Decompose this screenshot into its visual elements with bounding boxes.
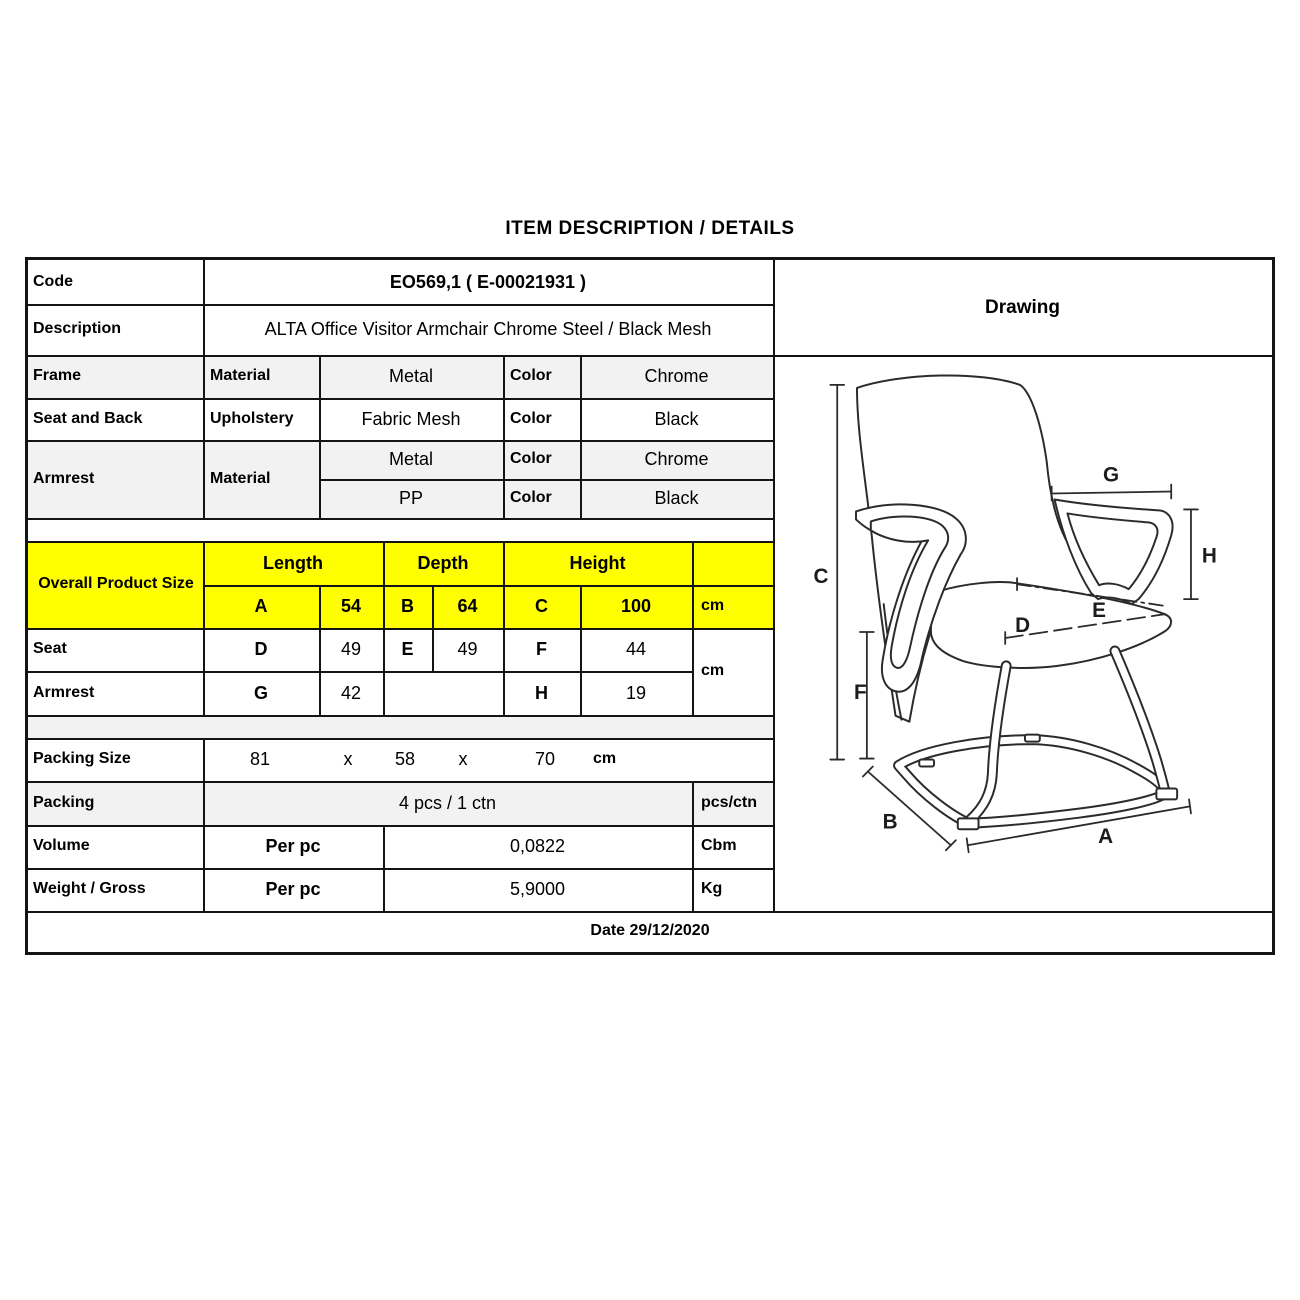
size-a-key: A	[254, 596, 268, 617]
armrest-g-value: 42	[340, 682, 362, 703]
seat-f-value: 44	[625, 639, 647, 660]
date-value: Date 29/12/2020	[590, 922, 710, 940]
code-value: EO569,1 ( E-00021931 )	[389, 271, 587, 292]
size-b-key: B	[401, 596, 414, 617]
dim-label-h: H	[1201, 544, 1217, 568]
size-length-header: Length	[263, 552, 323, 573]
dim-label-b: B	[882, 810, 898, 834]
armrest-color-label-2: Color	[510, 489, 552, 507]
armrest-size-label: Armrest	[33, 683, 95, 701]
packing-size-sep: x	[458, 749, 468, 770]
frame-label: Frame	[33, 367, 82, 385]
volume-label: Volume	[33, 837, 90, 855]
chair-drawing	[773, 357, 1272, 911]
seat-d-key: D	[254, 639, 268, 660]
packing-unit: pcs/ctn	[701, 793, 758, 811]
armrest-h-value: 19	[625, 682, 647, 703]
packing-value: 4 pcs / 1 ctn	[398, 792, 497, 813]
seat-e-key: E	[401, 639, 414, 660]
grid-line	[692, 541, 694, 715]
volume-basis: Per pc	[265, 836, 321, 857]
armrest-material-2: PP	[398, 488, 423, 509]
dim-label-d: D	[1015, 613, 1031, 638]
packing-size-width: 81	[249, 749, 271, 770]
spec-table	[25, 257, 1275, 955]
weight-value: 5,9000	[509, 879, 566, 900]
chair-base	[898, 740, 1166, 824]
seatback-color: Black	[654, 408, 699, 429]
dim-label-e: E	[1092, 598, 1107, 623]
size-c-value: 100	[620, 596, 652, 617]
seat-size-label: Seat	[33, 640, 67, 658]
size-height-header: Height	[569, 552, 626, 573]
size-b-value: 64	[457, 596, 478, 617]
seat-e-value: 49	[457, 639, 478, 660]
description-value: ALTA Office Visitor Armchair Chrome Steel / Black Mesh	[264, 319, 712, 340]
armrest-color-2: Black	[654, 488, 699, 509]
armrest-color-label-1: Color	[510, 450, 552, 468]
frame-material: Metal	[388, 366, 433, 387]
seat-f-key: F	[536, 639, 547, 660]
packing-size-sep: x	[343, 749, 353, 770]
armrest-label: Armrest	[33, 469, 95, 487]
size-a-value: 54	[340, 596, 362, 617]
volume-unit: Cbm	[701, 837, 737, 855]
grid-line	[692, 781, 694, 911]
grid-line	[28, 518, 773, 520]
size-depth-header: Depth	[417, 552, 469, 573]
packing-size-unit: cm	[593, 750, 617, 768]
packing-size-height: 70	[534, 749, 556, 770]
packing-label: Packing	[33, 793, 95, 811]
packing-size-depth: 58	[394, 749, 416, 770]
seat-d-value: 49	[340, 639, 362, 660]
volume-value: 0,0822	[509, 836, 566, 857]
seatback-attr: Upholstery	[210, 409, 294, 427]
armrest-color-1: Chrome	[644, 449, 709, 470]
frame-attr: Material	[210, 367, 271, 385]
armrest-attr: Material	[210, 469, 271, 487]
weight-unit: Kg	[701, 880, 723, 898]
weight-label: Weight / Gross	[33, 880, 146, 898]
seatback-color-label: Color	[510, 409, 552, 427]
seatback-material: Fabric Mesh	[361, 408, 461, 429]
dim-label-g: G	[1103, 463, 1120, 487]
page-title: ITEM DESCRIPTION / DETAILS	[505, 218, 795, 239]
description-label: Description	[33, 320, 122, 338]
size-section-label: Overall Product Size	[38, 575, 194, 593]
frame-color-label: Color	[510, 367, 552, 385]
size-rows-unit: cm	[701, 662, 725, 680]
size-c-key: C	[535, 596, 548, 617]
seatback-label: Seat and Back	[33, 409, 143, 427]
armrest-g-key: G	[253, 682, 268, 703]
weight-basis: Per pc	[265, 879, 321, 900]
dim-label-a: A	[1098, 825, 1114, 849]
packing-size-label: Packing Size	[33, 750, 131, 768]
dim-label-c: C	[813, 565, 829, 589]
grid-line	[28, 715, 773, 717]
frame-color: Chrome	[644, 366, 709, 387]
dim-label-f: F	[854, 680, 867, 704]
code-label: Code	[33, 272, 73, 290]
armrest-material-1: Metal	[388, 449, 433, 470]
size-overall-unit: cm	[701, 597, 725, 615]
drawing-header: Drawing	[985, 296, 1060, 318]
row-shade-gap	[28, 715, 773, 738]
armrest-h-key: H	[535, 682, 548, 703]
